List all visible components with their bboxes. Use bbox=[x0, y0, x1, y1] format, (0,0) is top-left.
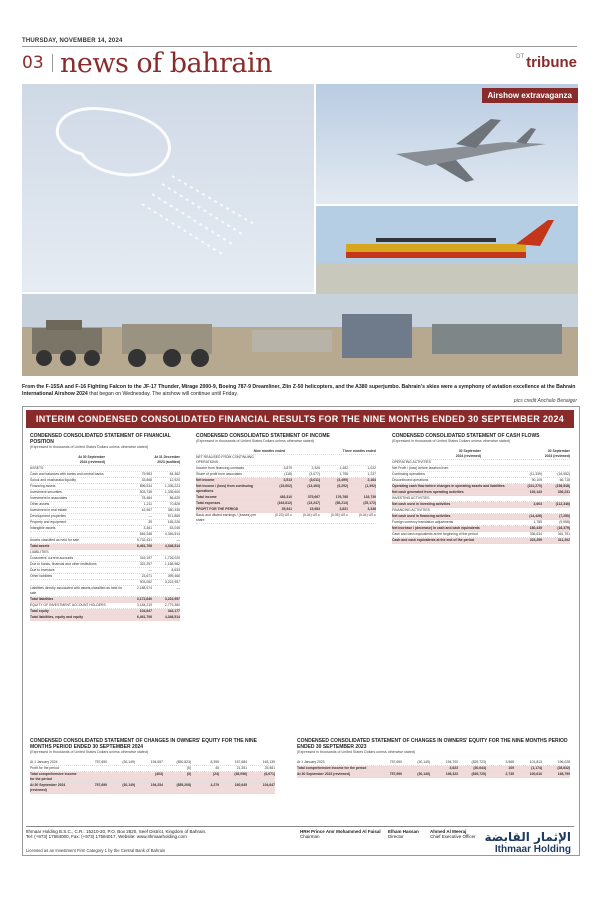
row-label: FINANCING ACTIVITIES bbox=[392, 508, 430, 512]
row-label: Total comprehensive income for the period bbox=[297, 766, 367, 770]
cell-value: (30,149) bbox=[417, 772, 430, 776]
cell-value bbox=[264, 455, 292, 465]
cell-value: 90,109 bbox=[531, 478, 542, 482]
cell-value bbox=[79, 766, 107, 771]
row-label: Income from financing contracts bbox=[196, 466, 245, 470]
row-label: Cash and cash equivalents at the end of the period bbox=[392, 538, 474, 542]
cell-value bbox=[124, 550, 152, 555]
cell-value: 4,346,514 bbox=[164, 544, 180, 548]
signatory-2 bbox=[388, 829, 419, 839]
cell-value: 757,690 bbox=[389, 772, 402, 776]
company-name: Ithmaar Holding B.S.C., C.R.: 15210-20, P.O. Box 2820, Seef District, Kingdom of Bahrain. bbox=[26, 829, 207, 834]
cell-value: 3,568 bbox=[505, 760, 514, 764]
row-label: Basic and diluted earnings / (losses) per share bbox=[196, 513, 257, 522]
cell-value: 109 bbox=[508, 766, 514, 770]
row-label: Operating cash flow before changes in operating assets and liabilities bbox=[392, 484, 505, 488]
page-number: 03 bbox=[22, 53, 44, 73]
cell-value bbox=[320, 455, 348, 465]
signatory-name: Ahmed Al Meeraj bbox=[430, 829, 467, 834]
table-row bbox=[196, 513, 376, 524]
cell-value: (0.04) US c bbox=[358, 513, 376, 517]
cell-value: 2,603 bbox=[533, 502, 542, 506]
equity-2023-section bbox=[297, 738, 570, 778]
cell-value bbox=[514, 508, 542, 513]
row-label: EQUITY OF INVESTMENT ACCOUNT HOLDERS bbox=[30, 603, 106, 607]
cell-value: (13,247) bbox=[307, 501, 320, 505]
cell-value: — bbox=[148, 514, 152, 518]
issue-date: THURSDAY, NOVEMBER 14, 2024 bbox=[22, 38, 123, 44]
financial-position-section bbox=[30, 433, 180, 621]
company-address bbox=[26, 829, 206, 839]
row-label: Sukuk and musharaka liquidity bbox=[30, 478, 76, 482]
financial-position-table bbox=[30, 455, 180, 621]
logo-prefix: DT bbox=[516, 54, 525, 60]
notice-banner: INTERIM CONDENSED CONSOLIDATED FINANCIAL RESULTS FOR THE NINE MONTHS ENDED 30 SEPTEMBER 2024 bbox=[26, 410, 574, 428]
cell-value: 8,633 bbox=[171, 568, 180, 572]
cell-value: 157,684 bbox=[234, 760, 247, 764]
cell-value: (1,392) bbox=[365, 484, 376, 488]
tribune-logo bbox=[516, 54, 577, 71]
row-label: Cash and balances with banks and central banks bbox=[30, 472, 104, 476]
cell-value: 163,139 bbox=[262, 760, 275, 764]
cell-value: 8,395 bbox=[210, 760, 219, 764]
row-label bbox=[30, 532, 124, 537]
cell-value bbox=[152, 550, 180, 555]
cell-value: 2,779,380 bbox=[164, 603, 180, 607]
cell-value: 757,690 bbox=[94, 760, 107, 764]
cell-value: 176,768 bbox=[335, 495, 348, 499]
cell-value: 483,310 bbox=[279, 495, 292, 499]
cell-value: 104,647 bbox=[139, 609, 152, 613]
smoke-trail-photo bbox=[22, 84, 314, 292]
cell-value: (11,339) bbox=[529, 472, 542, 476]
cell-value: 70,825 bbox=[169, 502, 180, 506]
cell-value: (30,149) bbox=[417, 760, 430, 764]
cell-value: 571,865 bbox=[167, 514, 180, 518]
col-header: At 31 December 2023 (audited) bbox=[154, 455, 180, 464]
cell-value: 2,188,974 bbox=[136, 586, 152, 590]
row-label: Net increase / (decrease) in cash and cash equivalents bbox=[392, 526, 480, 530]
cell-value: 3,879 bbox=[283, 466, 292, 470]
cell-value: 1,168,982 bbox=[164, 562, 180, 566]
cell-value: (5) bbox=[186, 772, 191, 776]
cell-value: (241,270) bbox=[527, 484, 542, 488]
cell-value: (3,011) bbox=[309, 478, 320, 482]
cell-value: 4,346,514 bbox=[164, 615, 180, 619]
cell-value: 78,484 bbox=[141, 496, 152, 500]
cash-flow-table bbox=[392, 449, 570, 544]
row-label: ASSETS bbox=[30, 466, 44, 470]
cell-value: 6,461,706 bbox=[136, 544, 152, 548]
cell-value: 3,831 bbox=[339, 507, 348, 511]
row-label: Net cash generated from operating activities bbox=[392, 490, 464, 494]
cell-value: 1,482 bbox=[339, 466, 348, 470]
cell-value: 3,184,219 bbox=[136, 603, 152, 607]
row-label: Total assets bbox=[30, 544, 50, 548]
cell-value: (8,671) bbox=[264, 772, 275, 776]
cell-value: 165,226 bbox=[167, 520, 180, 524]
table-row bbox=[196, 455, 376, 466]
cell-value: (850,823) bbox=[176, 760, 191, 764]
cell-value: 198,323 bbox=[445, 772, 458, 776]
cell-value: 25,581 bbox=[264, 766, 275, 770]
row-label bbox=[30, 580, 124, 585]
table-row bbox=[30, 772, 275, 783]
row-label: Total liabilities, equity and equity bbox=[30, 615, 84, 619]
cell-value: (16,552) bbox=[557, 472, 570, 476]
cell-value: 194,254 bbox=[150, 783, 163, 787]
cell-value: 5,732,431 bbox=[136, 538, 152, 542]
row-label: Net Profit / (loss) before taxation from bbox=[392, 466, 449, 470]
cell-value: 757,690 bbox=[94, 783, 107, 787]
masthead-divider bbox=[52, 54, 53, 72]
col-group: Three months ended bbox=[342, 449, 376, 453]
cell-value: 66,718 bbox=[559, 478, 570, 482]
cell-value: 336,634 bbox=[529, 532, 542, 536]
cell-value: 84,362 bbox=[169, 472, 180, 476]
caption-bold: From the F-15SA and F-16 Fighting Falcon to the JF-17 Thunder, Mirage 2000-9, Boeing 787-9 Dreamliner, Zlin Z-50 helicopters, and the A380 superjumbo. Bahrain's skies were a symphony of aviation excellence at the Bahrain International Airshow 2024 bbox=[22, 384, 576, 397]
cell-value: 101,813 bbox=[529, 760, 542, 764]
table-row bbox=[297, 772, 570, 778]
cell-value bbox=[542, 508, 570, 513]
cell-value: 344,177 bbox=[167, 609, 180, 613]
cell-value bbox=[292, 455, 320, 465]
row-label: LIABILITIES bbox=[30, 550, 49, 554]
cell-value: 15,983 bbox=[309, 507, 320, 511]
cell-value: 3,222,957 bbox=[164, 597, 180, 601]
cell-value: — bbox=[148, 568, 152, 572]
row-label: At 1 January 2024 bbox=[30, 760, 58, 764]
row-label: INVESTING ACTIVITIES bbox=[392, 496, 430, 500]
cell-value: 196,028 bbox=[557, 760, 570, 764]
cell-value: (156,548) bbox=[555, 484, 570, 488]
cell-value: 100,610 bbox=[529, 772, 542, 776]
cell-value: 322,257 bbox=[139, 562, 152, 566]
signatory-role: Director bbox=[388, 834, 404, 839]
cell-value: (24) bbox=[212, 772, 219, 776]
row-label: Net cash used in financing activities bbox=[392, 514, 451, 518]
cell-value: 168,799 bbox=[557, 772, 570, 776]
table-header bbox=[30, 455, 180, 466]
row-label: Other liabilities bbox=[30, 574, 53, 578]
cell-value: 1,022 bbox=[367, 466, 376, 470]
cell-value bbox=[542, 466, 570, 471]
row-label: PROFIT FOR THE PERIOD bbox=[196, 507, 239, 511]
cell-value: 35,541 bbox=[281, 507, 292, 511]
income-title: CONDENSED CONSOLIDATED STATEMENT OF INCOME bbox=[196, 433, 330, 439]
row-label: At 30 September 2023 (reviewed) bbox=[297, 772, 350, 776]
cash-flow-subtitle: (Expressed in thousands of United States Dollars unless otherwise stated) bbox=[392, 439, 511, 443]
cell-value: (13,493) bbox=[307, 484, 320, 488]
cell-value: 375,667 bbox=[307, 495, 320, 499]
row-label: Investment securities bbox=[30, 490, 62, 494]
table-row bbox=[196, 484, 376, 495]
row-label: At 1 January 2023 bbox=[297, 760, 325, 764]
cell-value: 503,735 bbox=[139, 490, 152, 494]
equity-2023-subtitle: (Expressed in thousands of United States Dollars unless otherwise stated) bbox=[297, 750, 416, 754]
cell-value: (835,725) bbox=[471, 772, 486, 776]
cell-value: 3,222,957 bbox=[164, 580, 180, 584]
cell-value: (15,602) bbox=[279, 484, 292, 488]
signatory-role: Chief Executive Officer bbox=[430, 834, 476, 839]
cell-value: 3,361 bbox=[143, 526, 152, 530]
cell-value bbox=[402, 766, 430, 771]
cell-value: 361,751 bbox=[557, 532, 570, 536]
cell-value: (30,644) bbox=[473, 766, 486, 770]
income-section bbox=[196, 433, 376, 524]
col-header: At 30 September 2024 (reviewed) bbox=[78, 455, 105, 464]
cell-value: (3,499) bbox=[337, 478, 348, 482]
caption-rest: that began on Wednesday. The airshow will continue until Friday. bbox=[89, 391, 238, 397]
signatory-name: Elham Hassan bbox=[388, 829, 419, 834]
ithmaar-logo-english: Ithmaar Holding bbox=[494, 844, 571, 855]
cell-value: 33,868 bbox=[141, 478, 152, 482]
income-table bbox=[196, 449, 376, 524]
cell-value: (0.23) US c bbox=[274, 513, 292, 517]
cell-value bbox=[374, 766, 402, 771]
row-label: Liabilities directly associated with assets classified as held for sale bbox=[30, 586, 123, 595]
cell-value bbox=[107, 766, 135, 771]
cell-value: 4,279 bbox=[210, 783, 219, 787]
cell-value: 1,211 bbox=[143, 502, 152, 506]
signatory-1 bbox=[300, 829, 381, 839]
cell-value bbox=[348, 455, 376, 465]
cash-flow-title: CONDENSED CONSOLIDATED STATEMENT OF CASH FLOWS bbox=[392, 433, 540, 439]
row-label: Due to investors bbox=[30, 568, 55, 572]
row-label: Total liabilities bbox=[30, 597, 54, 601]
cell-value: 2,326 bbox=[311, 466, 320, 470]
cell-value: (403) bbox=[155, 772, 163, 776]
row-label: Development properties bbox=[30, 514, 66, 518]
cell-value: — bbox=[176, 538, 180, 542]
row-label: Financing assets bbox=[30, 484, 56, 488]
table-row bbox=[30, 783, 275, 794]
cell-value: 180,435 bbox=[529, 526, 542, 530]
cell-value: 133,739 bbox=[363, 495, 376, 499]
row-label: Total income bbox=[196, 495, 217, 499]
ithmaar-logo-arabic: الإثمار القابضة bbox=[484, 830, 571, 844]
signatory-3 bbox=[430, 829, 476, 839]
col-header: 30 September 2024 (reviewed) bbox=[455, 449, 481, 458]
row-label: Due to banks, financial and other institutions bbox=[30, 562, 97, 566]
section-title: news of bahrain bbox=[60, 48, 273, 79]
table-row bbox=[392, 538, 570, 544]
cell-value bbox=[124, 466, 152, 471]
cell-value: 6,461,706 bbox=[136, 615, 152, 619]
signatory-name: HRH Prince Amr Mohammed Al Faisal bbox=[300, 829, 381, 834]
equity-2023-title: CONDENSED CONSOLIDATED STATEMENT OF CHANGES IN OWNERS' EQUITY FOR THE NINE MONTHS PERIOD ENDED 30 SEPTEMBER 2023 bbox=[297, 738, 568, 750]
cash-flow-section bbox=[392, 433, 570, 544]
cell-value: 79,983 bbox=[141, 472, 152, 476]
row-label: Investment in real estate bbox=[30, 508, 67, 512]
logo-text: tribune bbox=[526, 54, 577, 71]
cell-value: 1,036,223 bbox=[164, 484, 180, 488]
row-label: NET REALISED FROM CONTINUING OPERATIONS bbox=[196, 455, 254, 464]
cell-value: (7,250) bbox=[559, 514, 570, 518]
cell-value: 316,197 bbox=[139, 556, 152, 560]
row-label: OPERATING ACTIVITIES bbox=[392, 460, 431, 464]
cell-value: 194,657 bbox=[150, 760, 163, 764]
cell-value: 192,143 bbox=[529, 490, 542, 494]
cell-value: (163,812) bbox=[277, 501, 292, 505]
signatory-role: Chairman bbox=[300, 834, 320, 839]
equity-2024-subtitle: (Expressed in thousands of United States Dollars unless otherwise stated) bbox=[30, 750, 149, 754]
military-vehicles-photo bbox=[22, 294, 578, 376]
row-label: Property and equipment bbox=[30, 520, 67, 524]
row-label: Investment in associates bbox=[30, 496, 68, 500]
row-label: Net income / (loss) from continuing operations bbox=[196, 484, 253, 493]
cell-value: 757,690 bbox=[389, 760, 402, 764]
licence-note: Licensed as an Investment Firm Category 1 by the Central Bank of Bahrain bbox=[26, 848, 166, 853]
cell-value: 12,920 bbox=[169, 478, 180, 482]
cell-value: — bbox=[176, 586, 180, 590]
financial-position-title: CONDENSED CONSOLIDATED STATEMENT OF FINANCIAL POSITION bbox=[30, 433, 171, 445]
cell-value bbox=[107, 772, 135, 782]
equity-2023-table bbox=[297, 760, 570, 778]
cell-value bbox=[135, 766, 163, 771]
cell-value: 53,045 bbox=[169, 526, 180, 530]
cell-value: 42,967 bbox=[141, 508, 152, 512]
cell-value: (0.04) US c bbox=[302, 513, 320, 517]
cell-value: (855,208) bbox=[176, 783, 191, 787]
row-label: Continuing operations bbox=[392, 472, 425, 476]
cell-value: 1,785 bbox=[533, 520, 542, 524]
table-row bbox=[30, 586, 180, 597]
cell-value: (112,346) bbox=[555, 502, 570, 506]
cell-value: 336,231 bbox=[557, 490, 570, 494]
row-label: Intangible assets bbox=[30, 526, 56, 530]
row-label: Profit for the period bbox=[30, 766, 59, 770]
financial-position-subtitle: (Expressed in thousands of United States Dollars unless otherwise stated) bbox=[30, 445, 149, 449]
cell-value: 2,735 bbox=[505, 772, 514, 776]
cell-value: 1,237 bbox=[367, 472, 376, 476]
row-label: At 30 September 2024 (reviewed) bbox=[30, 783, 66, 792]
cell-value bbox=[514, 460, 542, 465]
row-label: Share of profit from associates bbox=[196, 472, 242, 476]
cell-value: (58,213) bbox=[335, 501, 348, 505]
cell-value: 1,798 bbox=[339, 472, 348, 476]
photo-credit: pics credit Anchalo Benaiger bbox=[513, 398, 577, 404]
cell-value: 350,335 bbox=[167, 508, 180, 512]
cell-value: 311,202 bbox=[557, 538, 570, 542]
cell-value bbox=[542, 496, 570, 501]
cell-value: (9,958) bbox=[559, 520, 570, 524]
row-label: Net income bbox=[196, 478, 215, 482]
cell-value: (14,426) bbox=[529, 514, 542, 518]
cell-value: (25,172) bbox=[363, 501, 376, 505]
cell-value bbox=[79, 772, 107, 782]
equity-2024-title: CONDENSED CONSOLIDATED STATEMENT OF CHANGES IN OWNERS' EQUITY FOR THE NINE MONTHS PERIOD ENDED 30 SEPTEMBER 2024 bbox=[30, 738, 257, 750]
cell-value: (5,292) bbox=[337, 484, 348, 488]
row-label: Net cash used in investing activities bbox=[392, 502, 451, 506]
cell-value bbox=[542, 460, 570, 465]
cell-value: 2,164 bbox=[367, 478, 376, 482]
cell-value: 21,351 bbox=[236, 766, 247, 770]
cell-value: 194,700 bbox=[445, 760, 458, 764]
ithmaar-logo bbox=[484, 830, 571, 855]
photo-caption bbox=[22, 384, 578, 398]
col-group: Nine months ended bbox=[253, 449, 286, 453]
cell-value: 39 bbox=[148, 520, 152, 524]
cell-value: 903,052 bbox=[139, 580, 152, 584]
row-label: Other assets bbox=[30, 502, 50, 506]
cell-value: 1,726,020 bbox=[164, 556, 180, 560]
cell-value: 1,335,600 bbox=[164, 490, 180, 494]
cell-value: 896,534 bbox=[139, 484, 152, 488]
cell-value: (3,077) bbox=[309, 472, 320, 476]
cell-value: 23,671 bbox=[141, 574, 152, 578]
cell-value: 4,346,514 bbox=[164, 532, 180, 536]
cell-value: (30,149) bbox=[122, 760, 135, 764]
photo-headline-badge: Airshow extravaganza bbox=[482, 88, 578, 103]
firefighting-aircraft-photo bbox=[316, 206, 578, 294]
row-label: Total comprehensive income for the period bbox=[30, 772, 77, 781]
company-contact: Tel: (+973) 17584000, Fax: (+973) 17584017, Website: www.ithmaarholding.com bbox=[26, 834, 187, 839]
equity-2024-section bbox=[30, 738, 275, 794]
cell-value: 160,645 bbox=[234, 783, 247, 787]
row-label: Customers' current accounts bbox=[30, 556, 74, 560]
cell-value: 3,513 bbox=[283, 478, 292, 482]
cell-value: (829,723) bbox=[471, 760, 486, 764]
equity-2024-table bbox=[30, 760, 275, 794]
cell-value bbox=[514, 496, 542, 501]
cell-value: 104,647 bbox=[262, 783, 275, 787]
cell-value: (5) bbox=[186, 766, 191, 770]
table-row bbox=[30, 615, 180, 621]
cell-value: (28,632) bbox=[557, 766, 570, 770]
row-label: Foreign currency translation adjustments bbox=[392, 520, 454, 524]
row-label: Total equity bbox=[30, 609, 49, 613]
cell-value bbox=[152, 466, 180, 471]
cell-value: 399,466 bbox=[167, 574, 180, 578]
fighter-jet-photo bbox=[316, 84, 578, 204]
cell-value bbox=[514, 466, 542, 471]
row-label: Total expenses bbox=[196, 501, 221, 505]
cell-value: 3,338 bbox=[367, 507, 376, 511]
table-header bbox=[392, 449, 570, 460]
cell-value: (118) bbox=[284, 472, 292, 476]
cell-value: 846,348 bbox=[139, 532, 152, 536]
row-label: Cash and cash equivalents at the beginning of the period bbox=[392, 532, 478, 536]
cell-value: 223,259 bbox=[529, 538, 542, 542]
cell-value: (1,174) bbox=[531, 766, 542, 770]
row-label: Discontinued operations bbox=[392, 478, 429, 482]
cell-value: (38,096) bbox=[234, 772, 247, 776]
income-subtitle: (Expressed in thousands of United States Dollars unless otherwise stated) bbox=[196, 439, 315, 443]
cell-value: 45 bbox=[215, 766, 219, 770]
col-header: 30 September 2023 (reviewed) bbox=[544, 449, 570, 458]
cell-value: 3,623 bbox=[449, 766, 458, 770]
notice-footer-rule bbox=[26, 826, 574, 827]
row-label: Assets classified as held for sale bbox=[30, 538, 79, 542]
cell-value: (16,379) bbox=[557, 526, 570, 530]
cell-value: 86,629 bbox=[169, 496, 180, 500]
cell-value: 3,172,840 bbox=[136, 597, 152, 601]
cell-value: (0.05) US c bbox=[330, 513, 348, 517]
cell-value: (30,149) bbox=[122, 783, 135, 787]
masthead-rule bbox=[22, 46, 577, 47]
